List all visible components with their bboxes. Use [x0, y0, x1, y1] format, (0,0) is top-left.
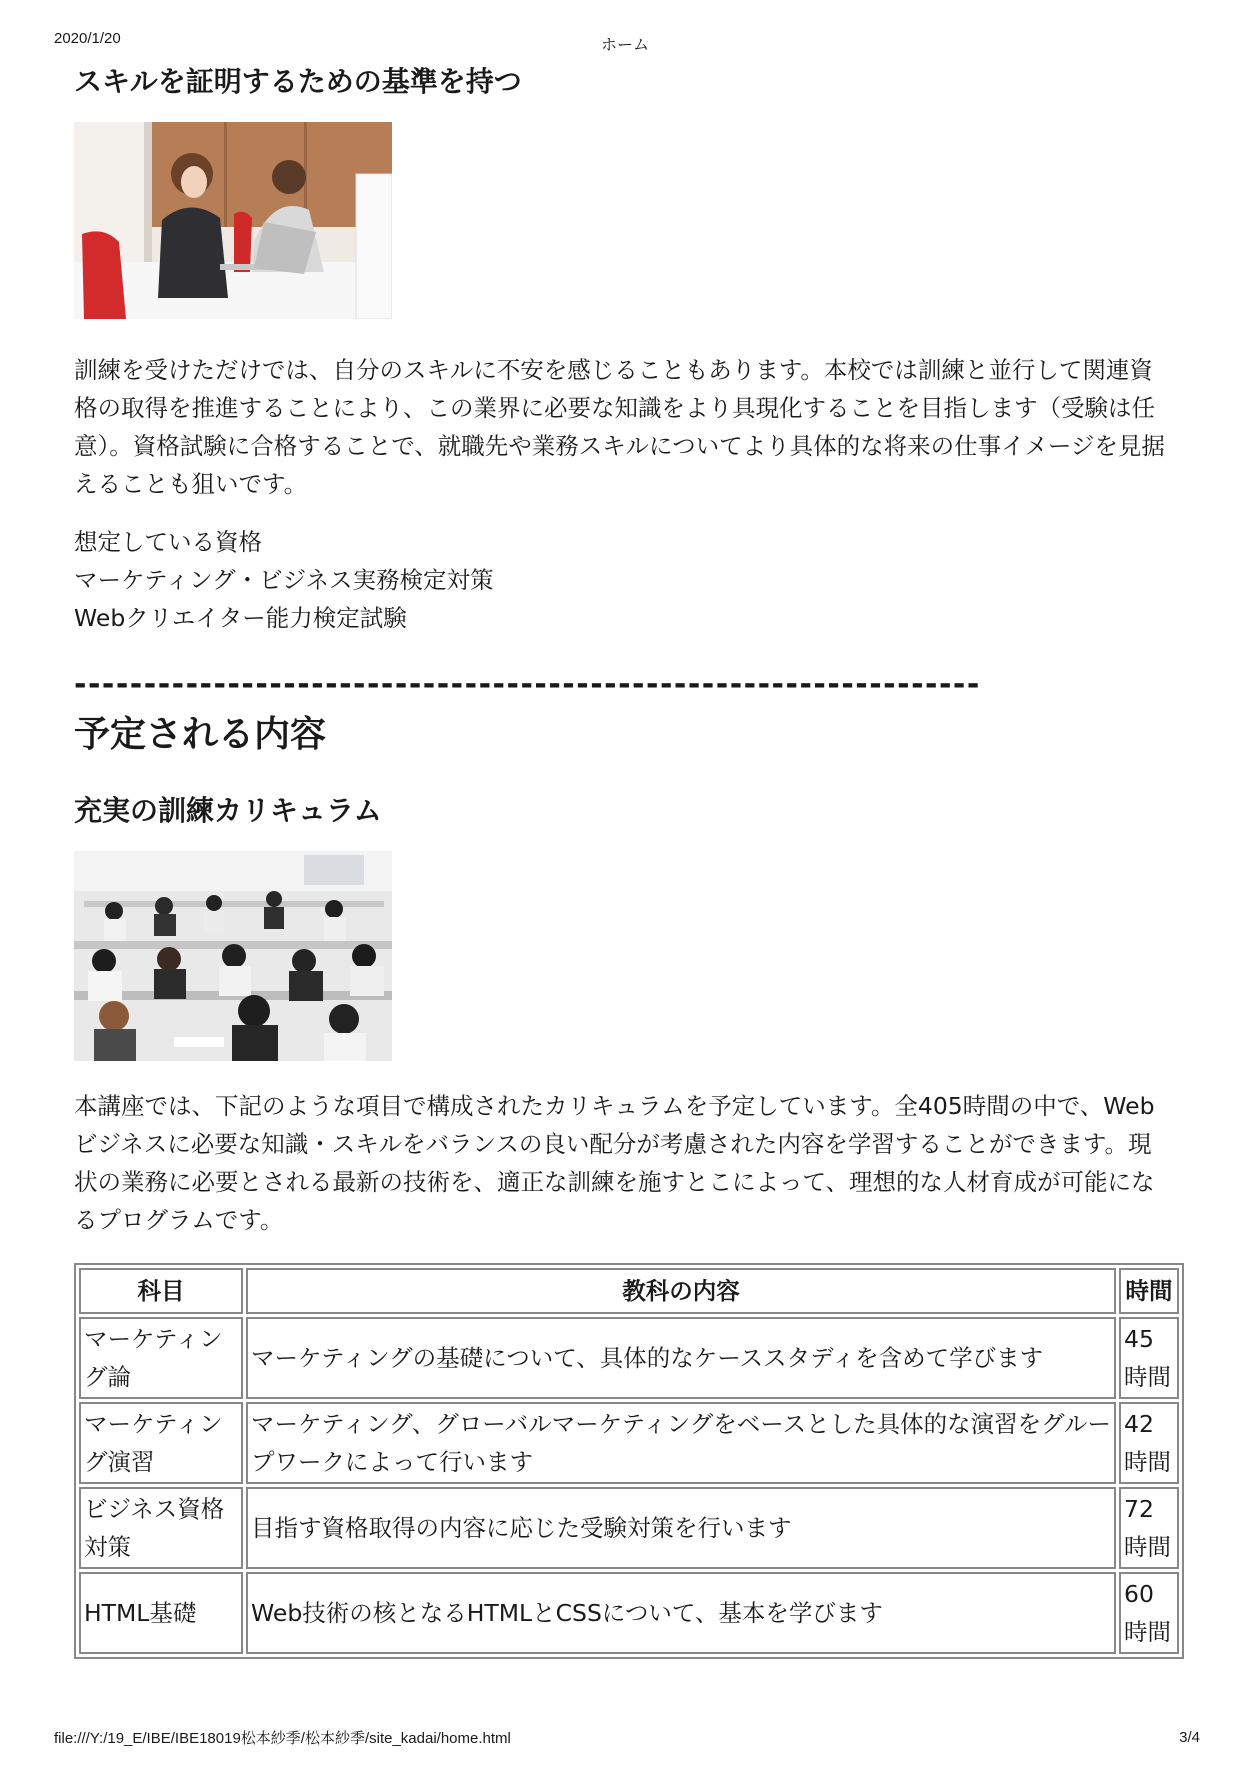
subheading-curriculum: 充実の訓練カリキュラム [74, 794, 382, 827]
section-heading-skills: スキルを証明するための基準を持つ [74, 65, 522, 98]
table-row [79, 1572, 1179, 1654]
cell-hours: 45時間 [1119, 1317, 1179, 1399]
cell-subject: マーケティング論 [79, 1317, 243, 1399]
header-content: 教科の内容 [246, 1268, 1116, 1314]
header-subject: 科目 [79, 1268, 243, 1314]
curriculum-paragraph: 本講座では、下記のような項目で構成されたカリキュラムを予定しています。全405時間の中で、Webビジネスに必要な知識・スキルをバランスの良い配分が考慮された内容を学習することができます。現状の業務に必要とされる最新の技術を、適正な訓練を施すとこによって、理想的な人材育成が可能になるプログラムです。 [74, 1092, 1155, 1234]
header-hours: 時間 [1119, 1268, 1179, 1314]
dashed-divider: ----------------------------------------------------------------- [74, 667, 981, 702]
print-file-url: file:///Y:/19_E/IBE/IBE18019松本紗季/松本紗季/site_kadai/home.html [54, 1730, 511, 1747]
qualifications-label: 想定している資格 [74, 528, 262, 556]
qualification-item: Webクリエイター能力検定試験 [74, 604, 407, 632]
cell-hours: 72時間 [1119, 1487, 1179, 1569]
table-row [79, 1317, 1179, 1399]
cell-subject: HTML基礎 [79, 1572, 243, 1654]
cell-hours: 60時間 [1119, 1572, 1179, 1654]
table-row [79, 1402, 1179, 1484]
qualification-item: マーケティング・ビジネス実務検定対策 [74, 566, 494, 594]
table-header-row [79, 1268, 1179, 1314]
main-content [74, 58, 1184, 1659]
cell-subject: マーケティング演習 [79, 1402, 243, 1484]
cell-content: 目指す資格取得の内容に応じた受験対策を行います [246, 1487, 1116, 1569]
print-date: 2020/1/20 [54, 30, 121, 47]
office-workers-photo [74, 122, 392, 319]
cell-content: マーケティング、グローバルマーケティングをベースとした具体的な演習をグループワークによって行います [246, 1402, 1116, 1484]
cell-hours: 42時間 [1119, 1402, 1179, 1484]
print-page-title: ホーム [600, 35, 649, 54]
print-page-number: 3/4 [1179, 1729, 1200, 1746]
qualifications-block [74, 523, 1184, 637]
skills-paragraph: 訓練を受けただけでは、自分のスキルに不安を感じることもあります。本校では訓練と並行して関連資格の取得を推進することにより、この業界に必要な知識をより具現化することを目指します（受験は任意）。資格試験に合格することで、就職先や業務スキルについてより具体的な将来の仕事イメージを見据えることも狙いです。 [74, 356, 1165, 498]
section-heading-planned-content: 予定される内容 [74, 714, 327, 755]
table-row [79, 1487, 1179, 1569]
cell-content: マーケティングの基礎について、具体的なケーススタディを含めて学びます [246, 1317, 1116, 1399]
curriculum-table [74, 1263, 1184, 1659]
cell-subject: ビジネス資格対策 [79, 1487, 243, 1569]
classroom-photo [74, 851, 392, 1061]
cell-content: Web技術の核となるHTMLとCSSについて、基本を学びます [246, 1572, 1116, 1654]
